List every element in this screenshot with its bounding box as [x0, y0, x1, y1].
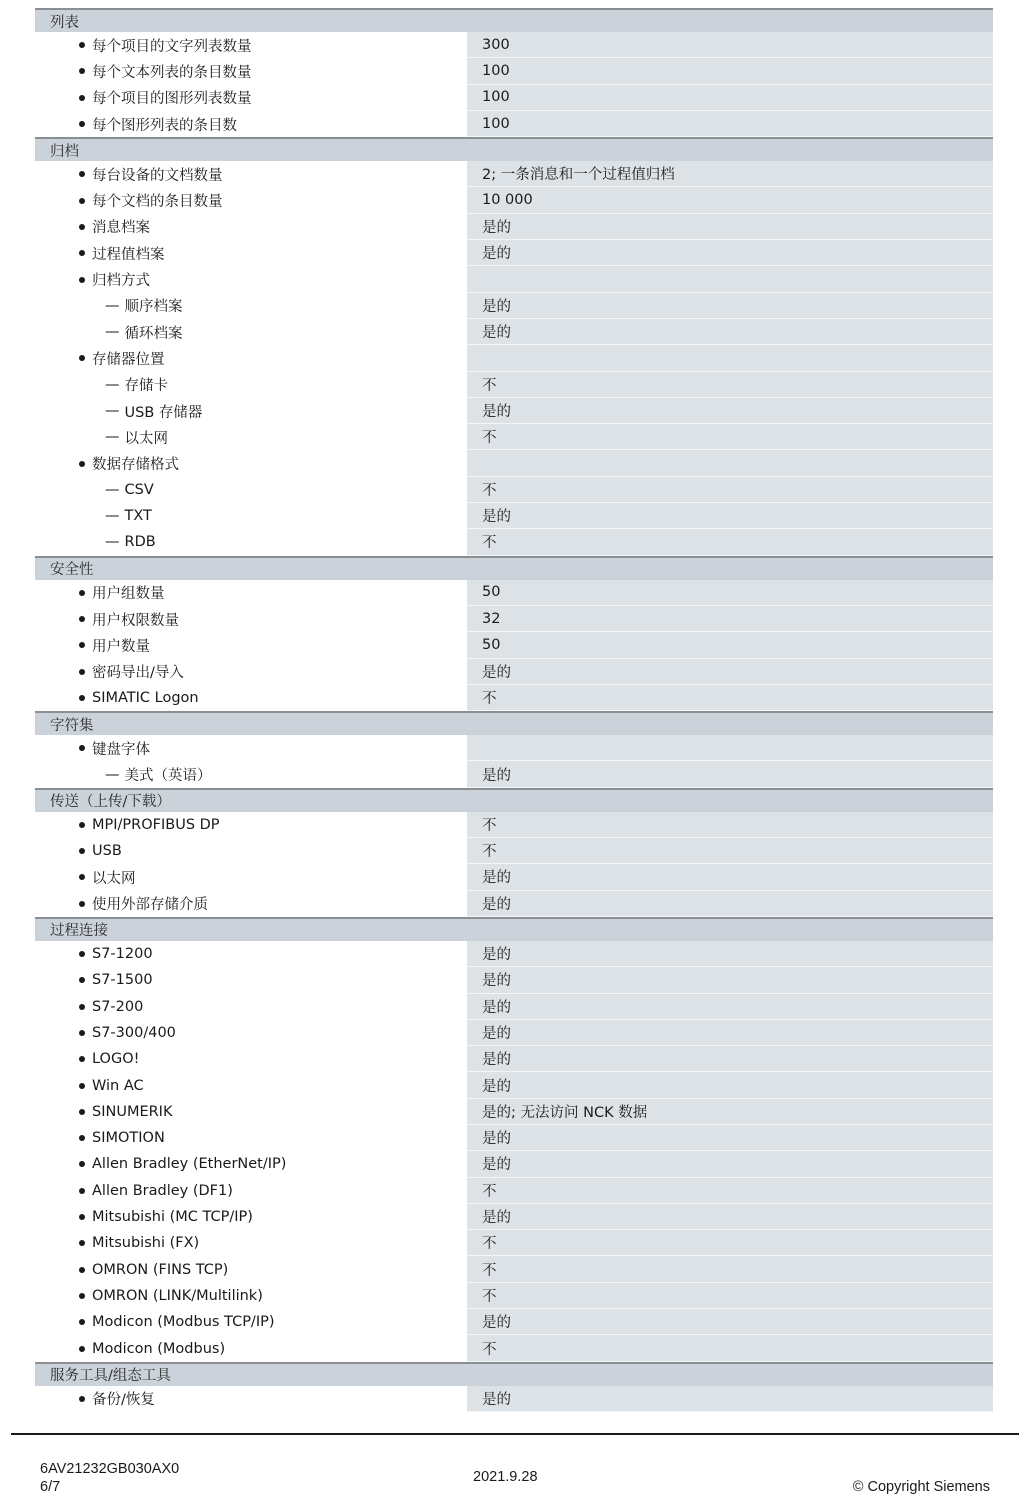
spec-label: TXT: [124, 508, 152, 525]
spec-value: 是的: [467, 1386, 993, 1412]
bullet-icon: [79, 1030, 85, 1036]
spec-row: [35, 735, 993, 761]
spec-label: LOGO!: [92, 1051, 140, 1068]
spec-row: [35, 812, 993, 838]
spec-label: 以太网: [124, 430, 168, 447]
spec-row: [35, 659, 993, 685]
spec-label-cell: [35, 1099, 467, 1125]
spec-label-cell: [35, 424, 467, 450]
spec-value: [467, 345, 993, 371]
spec-label-cell: [35, 319, 467, 345]
spec-row: [35, 1283, 993, 1309]
bullet-icon: [79, 745, 85, 751]
spec-label: SINUMERIK: [92, 1103, 173, 1120]
spec-label-cell: [35, 838, 467, 864]
spec-label: 过程值档案: [92, 246, 165, 263]
spec-row: [35, 941, 993, 967]
bullet-icon: [79, 121, 85, 127]
spec-value: 不: [467, 1178, 993, 1204]
spec-value: 是的: [467, 967, 993, 993]
spec-label-cell: [35, 1046, 467, 1072]
spec-row: [35, 1178, 993, 1204]
spec-label-cell: [35, 266, 467, 292]
section-title: 传送（上传/下载）: [50, 794, 171, 811]
spec-label: Modicon (Modbus TCP/IP): [92, 1314, 275, 1331]
spec-value: 不: [467, 1283, 993, 1309]
bullet-icon: [79, 1346, 85, 1352]
bullet-icon: [79, 42, 85, 48]
bullet-icon: [79, 977, 85, 983]
spec-row: [35, 1125, 993, 1151]
spec-label-cell: [35, 293, 467, 319]
spec-row: [35, 372, 993, 398]
dash-icon: —: [105, 324, 120, 341]
spec-label: CSV: [124, 481, 154, 498]
spec-value: [467, 450, 993, 476]
spec-label: S7-1200: [92, 946, 153, 963]
spec-value: 是的: [467, 1125, 993, 1151]
spec-value: 是的: [467, 1204, 993, 1230]
spec-row: [35, 1046, 993, 1072]
bullet-icon: [79, 1056, 85, 1062]
spec-row: [35, 32, 993, 58]
bullet-icon: [79, 1083, 85, 1089]
section-header: [35, 711, 993, 735]
spec-row: [35, 293, 993, 319]
spec-row: [35, 1386, 993, 1412]
spec-row: [35, 994, 993, 1020]
spec-row: [35, 1230, 993, 1256]
dash-icon: —: [105, 481, 120, 498]
section-title: 安全性: [50, 562, 94, 579]
section-title: 过程连接: [50, 923, 108, 940]
spec-label-cell: [35, 1309, 467, 1335]
spec-label: Mitsubishi (MC TCP/IP): [92, 1209, 253, 1226]
spec-value: 是的: [467, 319, 993, 345]
spec-label: OMRON (LINK/Multilink): [92, 1287, 263, 1304]
spec-value: 不: [467, 529, 993, 555]
spec-row: [35, 319, 993, 345]
spec-label-cell: [35, 1072, 467, 1098]
spec-label-cell: [35, 1256, 467, 1282]
bullet-icon: [79, 669, 85, 675]
spec-label-cell: [35, 580, 467, 606]
spec-label: 用户权限数量: [92, 612, 179, 629]
section-header: [35, 137, 993, 161]
spec-value: 是的: [467, 1072, 993, 1098]
spec-label-cell: [35, 994, 467, 1020]
spec-label-cell: [35, 503, 467, 529]
spec-label: 存储卡: [124, 378, 168, 395]
spec-row: [35, 450, 993, 476]
spec-label: OMRON (FINS TCP): [92, 1261, 229, 1278]
spec-row: [35, 1072, 993, 1098]
spec-row: [35, 111, 993, 137]
spec-value: 2; 一条消息和一个过程值归档: [467, 161, 993, 187]
spec-value: 50: [467, 632, 993, 658]
spec-label: SIMATIC Logon: [92, 689, 199, 706]
spec-value: 不: [467, 1335, 993, 1361]
spec-label: 归档方式: [92, 273, 150, 290]
spec-label-cell: [35, 161, 467, 187]
spec-value: 100: [467, 111, 993, 137]
spec-label: USB: [92, 843, 122, 860]
section-header: [35, 8, 993, 32]
spec-row: [35, 1204, 993, 1230]
bullet-icon: [79, 461, 85, 467]
spec-value: 是的: [467, 240, 993, 266]
page-number: 6/7: [40, 1479, 61, 1495]
section-title: 列表: [50, 14, 79, 31]
spec-label-cell: [35, 812, 467, 838]
spec-label-cell: [35, 735, 467, 761]
bullet-icon: [79, 1319, 85, 1325]
bullet-icon: [79, 1240, 85, 1246]
spec-value: 不: [467, 812, 993, 838]
spec-row: [35, 58, 993, 84]
spec-row: [35, 214, 993, 240]
spec-label: 键盘字体: [92, 741, 150, 758]
bullet-icon: [79, 1214, 85, 1220]
spec-label-cell: [35, 967, 467, 993]
spec-label-cell: [35, 659, 467, 685]
spec-label-cell: [35, 240, 467, 266]
bullet-icon: [79, 1161, 85, 1167]
bullet-icon: [79, 1396, 85, 1402]
spec-row: [35, 632, 993, 658]
spec-label: 美式（英语）: [124, 768, 212, 785]
bullet-icon: [79, 1109, 85, 1115]
spec-label: Win AC: [92, 1077, 144, 1094]
dash-icon: —: [105, 429, 120, 446]
spec-row: [35, 864, 993, 890]
spec-label-cell: [35, 32, 467, 58]
document-date: 2021.9.28: [473, 1469, 538, 1485]
bullet-icon: [79, 1293, 85, 1299]
spec-row: [35, 477, 993, 503]
spec-value: 100: [467, 85, 993, 111]
spec-row: [35, 266, 993, 292]
spec-label-cell: [35, 685, 467, 711]
spec-value: 300: [467, 32, 993, 58]
spec-value: 是的: [467, 864, 993, 890]
spec-value: 是的: [467, 1309, 993, 1335]
spec-value: 不: [467, 1230, 993, 1256]
bullet-icon: [79, 695, 85, 701]
bullet-icon: [79, 616, 85, 622]
spec-label: 密码导出/导入: [92, 665, 184, 682]
bullet-icon: [79, 642, 85, 648]
spec-value: 不: [467, 477, 993, 503]
spec-label-cell: [35, 214, 467, 240]
section-title: 归档: [50, 143, 79, 160]
bullet-icon: [79, 848, 85, 854]
bullet-icon: [79, 95, 85, 101]
footer-divider: [11, 1433, 1019, 1435]
section-header: [35, 917, 993, 941]
copyright: © Copyright Siemens: [852, 1479, 990, 1495]
spec-label: 备份/恢复: [92, 1392, 155, 1409]
spec-label-cell: [35, 345, 467, 371]
spec-value: 是的: [467, 941, 993, 967]
section-header: [35, 1362, 993, 1386]
spec-row: [35, 606, 993, 632]
spec-row: [35, 891, 993, 917]
spec-label-cell: [35, 891, 467, 917]
spec-label-cell: [35, 1204, 467, 1230]
bullet-icon: [79, 277, 85, 283]
spec-label: 使用外部存储介质: [92, 897, 208, 914]
spec-label-cell: [35, 941, 467, 967]
spec-label-cell: [35, 1178, 467, 1204]
bullet-icon: [79, 171, 85, 177]
spec-row: [35, 1309, 993, 1335]
dash-icon: —: [105, 508, 120, 525]
bullet-icon: [79, 1004, 85, 1010]
spec-label: S7-1500: [92, 972, 153, 989]
spec-value: 100: [467, 58, 993, 84]
spec-label: SIMOTION: [92, 1130, 165, 1147]
spec-row: [35, 580, 993, 606]
spec-value: [467, 735, 993, 761]
section-header: [35, 788, 993, 812]
spec-value: 不: [467, 838, 993, 864]
spec-row: [35, 529, 993, 555]
spec-label: 每个文档的条目数量: [92, 194, 223, 211]
spec-value: 是的; 无法访问 NCK 数据: [467, 1099, 993, 1125]
spec-row: [35, 1335, 993, 1361]
spec-label: S7-300/400: [92, 1024, 176, 1041]
spec-value: 不: [467, 424, 993, 450]
spec-row: [35, 838, 993, 864]
spec-label-cell: [35, 1335, 467, 1361]
spec-label-cell: [35, 477, 467, 503]
spec-value: 是的: [467, 293, 993, 319]
spec-label: 每个项目的文字列表数量: [92, 38, 252, 55]
spec-table: [35, 8, 993, 1412]
spec-label: 用户数量: [92, 638, 150, 655]
spec-label: 消息档案: [92, 220, 150, 237]
spec-value: 是的: [467, 994, 993, 1020]
spec-value: 是的: [467, 891, 993, 917]
spec-value: 是的: [467, 398, 993, 424]
spec-row: [35, 967, 993, 993]
spec-label-cell: [35, 85, 467, 111]
spec-label-cell: [35, 398, 467, 424]
spec-row: [35, 424, 993, 450]
spec-row: [35, 685, 993, 711]
dash-icon: —: [105, 297, 120, 314]
spec-row: [35, 761, 993, 787]
spec-label: S7-200: [92, 998, 144, 1015]
spec-label-cell: [35, 1283, 467, 1309]
spec-label: 数据存储格式: [92, 457, 179, 474]
spec-label-cell: [35, 187, 467, 213]
dash-icon: —: [105, 376, 120, 393]
spec-label-cell: [35, 761, 467, 787]
spec-label-cell: [35, 450, 467, 476]
spec-label-cell: [35, 632, 467, 658]
spec-label-cell: [35, 606, 467, 632]
bullet-icon: [79, 1267, 85, 1273]
spec-label: RDB: [124, 534, 156, 551]
spec-value: 32: [467, 606, 993, 632]
bullet-icon: [79, 590, 85, 596]
spec-value: 是的: [467, 1046, 993, 1072]
spec-row: [35, 240, 993, 266]
spec-label-cell: [35, 864, 467, 890]
spec-label-cell: [35, 529, 467, 555]
section-title: 服务工具/组态工具: [50, 1368, 171, 1385]
bullet-icon: [79, 874, 85, 880]
spec-value: 是的: [467, 659, 993, 685]
bullet-icon: [79, 1135, 85, 1141]
bullet-icon: [79, 198, 85, 204]
spec-label-cell: [35, 1386, 467, 1412]
spec-label: 存储器位置: [92, 351, 165, 368]
bullet-icon: [79, 951, 85, 957]
section-header: [35, 556, 993, 580]
section-title: 字符集: [50, 717, 94, 734]
bullet-icon: [79, 1188, 85, 1194]
spec-label-cell: [35, 1230, 467, 1256]
article-number: 6AV21232GB030AX0: [40, 1461, 180, 1477]
spec-label: 以太网: [92, 870, 136, 887]
spec-row: [35, 503, 993, 529]
spec-label: Allen Bradley (DF1): [92, 1182, 233, 1199]
bullet-icon: [79, 901, 85, 907]
spec-label: 用户组数量: [92, 586, 165, 603]
spec-value: 是的: [467, 761, 993, 787]
spec-label: Modicon (Modbus): [92, 1340, 226, 1357]
spec-label: 每个项目的图形列表数量: [92, 91, 252, 108]
spec-row: [35, 85, 993, 111]
dash-icon: —: [105, 403, 120, 419]
spec-label-cell: [35, 1125, 467, 1151]
spec-row: [35, 1151, 993, 1177]
spec-label-cell: [35, 372, 467, 398]
spec-value: 不: [467, 372, 993, 398]
spec-value: 不: [467, 685, 993, 711]
spec-row: [35, 1020, 993, 1046]
spec-row: [35, 345, 993, 371]
spec-row: [35, 1099, 993, 1125]
spec-label: 每台设备的文档数量: [92, 167, 223, 184]
spec-value: 10 000: [467, 187, 993, 213]
spec-label: 每个图形列表的条目数: [92, 117, 237, 134]
spec-label-cell: [35, 1020, 467, 1046]
bullet-icon: [79, 355, 85, 361]
spec-label: MPI/PROFIBUS DP: [92, 816, 220, 833]
spec-label-cell: [35, 1151, 467, 1177]
spec-label: 循环档案: [124, 325, 183, 342]
spec-value: 不: [467, 1256, 993, 1282]
spec-value: 50: [467, 580, 993, 606]
spec-label: USB 存储器: [124, 404, 203, 421]
bullet-icon: [79, 224, 85, 230]
spec-value: 是的: [467, 503, 993, 529]
spec-value: 是的: [467, 214, 993, 240]
dash-icon: —: [105, 766, 120, 783]
bullet-icon: [79, 68, 85, 74]
spec-label: 每个文本列表的条目数量: [92, 64, 252, 81]
spec-value: 是的: [467, 1020, 993, 1046]
spec-label: 顺序档案: [124, 299, 183, 316]
spec-label-cell: [35, 58, 467, 84]
spec-label-cell: [35, 111, 467, 137]
spec-row: [35, 1256, 993, 1282]
spec-value: [467, 266, 993, 292]
spec-row: [35, 161, 993, 187]
spec-label: Mitsubishi (FX): [92, 1235, 200, 1252]
spec-label: Allen Bradley (EtherNet/IP): [92, 1156, 287, 1173]
bullet-icon: [79, 250, 85, 256]
bullet-icon: [79, 822, 85, 828]
spec-value: 是的: [467, 1151, 993, 1177]
spec-row: [35, 187, 993, 213]
dash-icon: —: [105, 534, 120, 551]
spec-row: [35, 398, 993, 424]
